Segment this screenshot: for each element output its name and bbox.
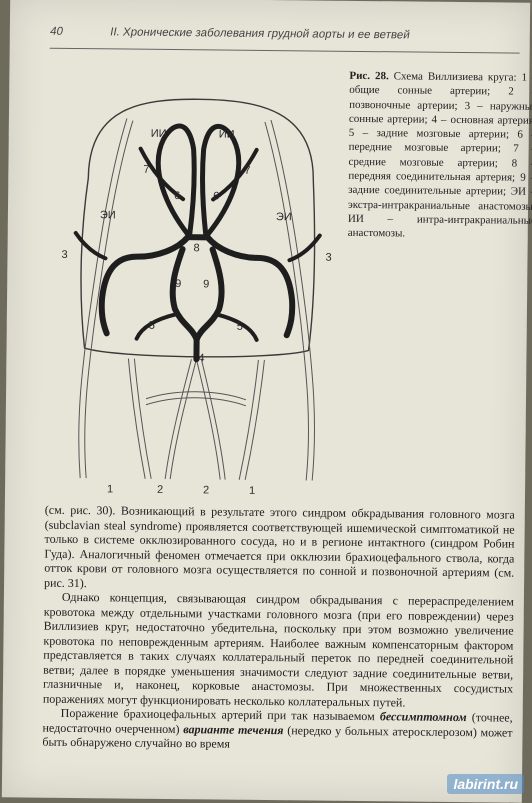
label-7-right: 7 bbox=[244, 165, 250, 177]
paragraph-1: (см. рис. 30). Возникающий в результате этого синдром обкрадывания головного мозга (subclavian steal syndrome) проявляется соответствующей ишемической симптоматикой не только в системе окклюзированного сосуда, но и в регионе интактного (синдром Робин Гуда). Аналогичный феномен отмечается при окклюзии брахиоцефального ствола, когда отток крови от головного мозга осуществляется по сонной и позвоночной артериям (см. рис. 31). bbox=[44, 503, 515, 595]
label-ei-left: ЭИ bbox=[100, 209, 116, 221]
paragraph-3-part-b: (точнее, недостаточно очерченном) bbox=[42, 710, 512, 735]
paragraph-3-part-c: (нередко у больных атеросклерозом) может быть обнаружено случайно во время bbox=[42, 723, 512, 751]
paragraph-3 bbox=[42, 706, 512, 754]
circle-of-willis bbox=[101, 236, 293, 360]
label-7-left: 7 bbox=[143, 164, 149, 176]
page-number: 40 bbox=[49, 26, 64, 38]
book-page bbox=[2, 0, 530, 803]
watermark: labirint.ru bbox=[447, 774, 524, 794]
label-6-left: 6 bbox=[174, 190, 180, 202]
running-header bbox=[48, 24, 522, 49]
lower-vessels bbox=[127, 359, 264, 480]
paragraph-2: Однако концепция, связывающая синдром обкрадывания с перераспределением кровотока между отдельными участками головного мозга (при его повреждении) через Виллизиев круг, недостаточно убедительна, поскольку при этом возможно увеличение кровотока по неповрежденным артериям. Наиболее важным компенсаторным фактором представляется в таких случаях коллатеральный переток по передней соединительной ветви; далее в порядке уменьшения значимости следуют задние соединительные ветви, глазничные и, наконец, корковые анастомозы. При множественных сосудистых поражениях могут функционировать несколько коллатеральных путей. bbox=[43, 590, 514, 711]
label-4: 4 bbox=[198, 352, 204, 364]
label-5-left: 5 bbox=[149, 320, 155, 332]
label-ii-right: ИИ bbox=[219, 128, 235, 140]
anterior-cerebral-arteries bbox=[157, 126, 239, 235]
label-9-right: 9 bbox=[203, 278, 209, 290]
caption-text: Схема Виллизиева круга: 1 – общие сонные артерии; 2 – позвоночные артерии; 3 – наружные сонные артерии; 4 – основная артерия; 5 – задние мозговые артерии; 6 – передние мозговые артерии; 7 – средние мозговые артерии; 8 – передняя соединительная артерия; 9 – задние соединительные артерии; ЭИ – экстра-интракраниальные анастомозы; ИИ – интра-интракраниальные анастомозы. bbox=[348, 70, 532, 239]
label-1-left: 1 bbox=[107, 483, 113, 495]
label-1-right: 1 bbox=[249, 485, 255, 497]
willis-circle-diagram bbox=[45, 58, 350, 501]
label-ii-left: ИИ bbox=[151, 128, 167, 140]
label-8: 8 bbox=[194, 242, 200, 254]
running-title: II. Хронические заболевания грудной аорты и ее ветвей bbox=[109, 26, 411, 41]
label-9-left: 9 bbox=[175, 278, 181, 290]
willis-circle-figure bbox=[45, 58, 350, 501]
skull-outline bbox=[80, 98, 316, 358]
figure-caption bbox=[348, 69, 532, 243]
caption-lead: Рис. 28. bbox=[349, 70, 388, 82]
paragraph-3-emphasis-2: варианте течения bbox=[183, 722, 283, 737]
paragraph-3-part-a: Поражение брахиоцефальных артерий при так называемом bbox=[61, 706, 375, 723]
label-3-right: 3 bbox=[325, 252, 331, 264]
header-rule bbox=[50, 48, 520, 54]
paragraph-3-emphasis-1: бессимптомном bbox=[380, 709, 467, 724]
label-3-left: 3 bbox=[61, 249, 67, 261]
label-5-right: 5 bbox=[237, 321, 243, 333]
external-carotid-arteries bbox=[78, 118, 317, 480]
body-text bbox=[42, 503, 515, 754]
label-2-left: 2 bbox=[157, 484, 163, 496]
label-6-right: 6 bbox=[213, 190, 219, 202]
label-ei-right: ЭИ bbox=[276, 211, 292, 223]
label-2-right: 2 bbox=[203, 484, 209, 496]
